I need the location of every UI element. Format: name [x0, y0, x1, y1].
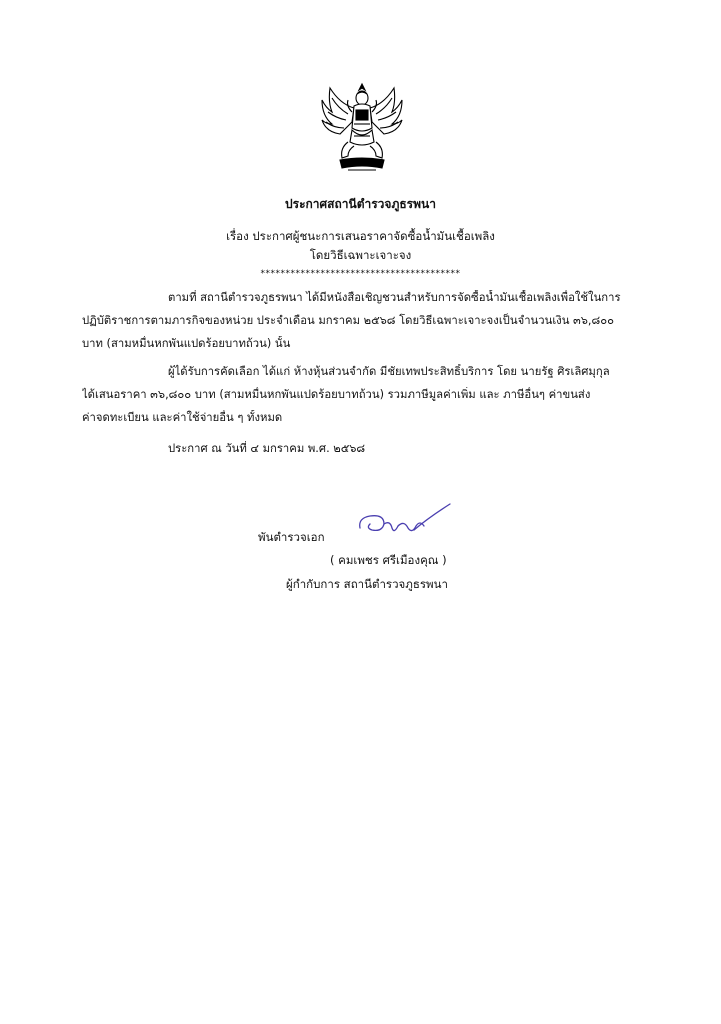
paragraph1-line1: ตามที่ สถานีตำรวจภูธรพนา ได้มีหนังสือเชิญชวนสำหรับการจัดซื้อน้ำมันเชื้อเพลิงเพื่อใช้ในการ	[168, 291, 621, 304]
paragraph2-line2: ได้เสนอราคา ๓๖,๘๐๐ บาท (สามหมื่นหกพันแปดร้อยบาทถ้วน) รวมภาษีมูลค่าเพิ่ม และ ภาษีอื่นๆ ค่าขนส่ง	[82, 388, 591, 401]
signer-position: ผู้กำกับการ สถานีตำรวจภูธรพนา	[286, 577, 448, 591]
paragraph1-line3: บาท (สามหมื่นหกพันแปดร้อยบาทถ้วน) นั้น	[82, 337, 291, 350]
signer-name: ( คมเพชร ศรีเมืองคุณ )	[330, 553, 447, 567]
signer-rank: พันตำรวจเอก	[258, 530, 325, 544]
paragraph2-line1: ผู้ได้รับการคัดเลือก ได้แก่ ห้างหุ้นส่วนจำกัด มีชัยเทพประสิทธิ์บริการ โดย นายรัฐ ศิรเลิศมุกุล	[168, 365, 610, 378]
separator-stars: ****************************************	[260, 269, 461, 279]
paragraph1-line2: ปฏิบัติราชการตามภารกิจของหน่วย ประจำเดือน มกราคม ๒๕๖๘ โดยวิธีเฉพาะเจาะจงเป็นจำนวนเงิน ๓๖,๘๐๐	[82, 314, 615, 327]
procurement-method: โดยวิธีเฉพาะเจาะจง	[309, 248, 412, 262]
paragraph2-line3: ค่าจดทะเบียน และค่าใช้จ่ายอื่น ๆ ทั้งหมด	[82, 411, 283, 424]
announcement-date: ประกาศ ณ วันที่ ๔ มกราคม พ.ศ. ๒๕๖๘	[168, 442, 366, 455]
announcement-title: ประกาศสถานีตำรวจภูธรพนา	[285, 197, 436, 211]
garuda-emblem-icon	[318, 78, 406, 178]
handwritten-signature	[354, 500, 464, 544]
announcement-subject: เรื่อง ประกาศผู้ชนะการเสนอราคาจัดซื้อน้ำมันเชื้อเพลิง	[226, 229, 495, 243]
